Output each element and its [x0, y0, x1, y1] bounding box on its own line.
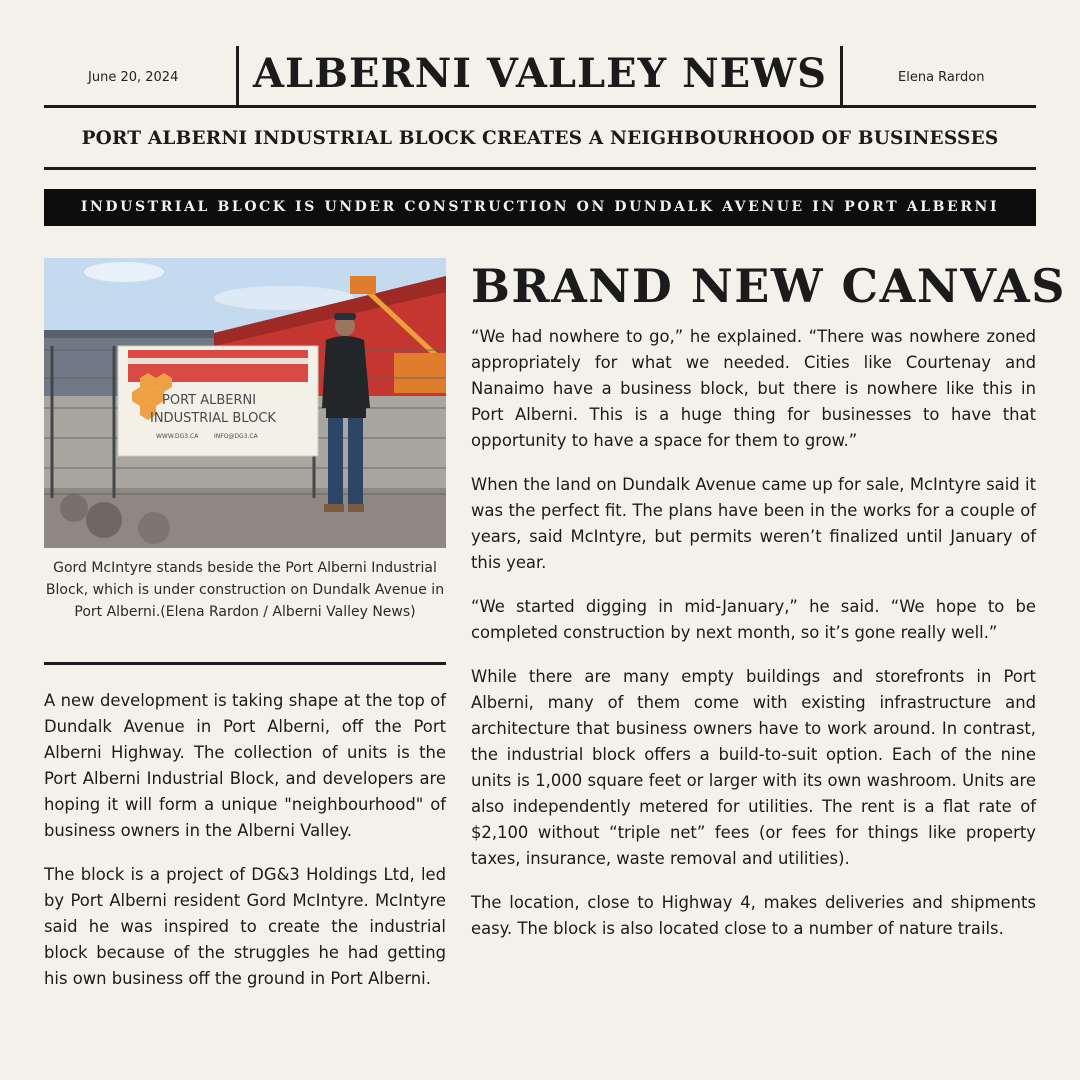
- article-photo: [44, 258, 446, 548]
- subheadline-banner: INDUSTRIAL BLOCK IS UNDER CONSTRUCTION ON DUNDALK AVENUE IN PORT ALBERNI: [44, 189, 1036, 226]
- paragraph: When the land on Dundalk Avenue came up for sale, McIntyre said it was the perfect fit. The plans have been in the works for a couple of years, said McIntyre, but permits weren’t finalized until January of this year.: [471, 475, 1036, 572]
- publication-date: June 20, 2024: [88, 70, 179, 85]
- masthead-divider-left: [236, 46, 239, 106]
- headline-rule: [44, 167, 1036, 170]
- sign-line-1: PORT ALBERNI: [162, 393, 257, 408]
- header-rule: [44, 105, 1036, 108]
- paragraph: The block is a project of DG&3 Holdings Ltd, led by Port Alberni resident Gord McIntyre. McIntyre said he was inspired to create the industrial block because of the struggles he had getting his own business off the ground in Port Alberni.: [44, 865, 446, 988]
- paragraph: “We had nowhere to go,” he explained. “There was nowhere zoned appropriately for what we needed. Cities like Courtenay and Nanaimo have a business block, but there is nowhere like this in Port Alberni. This is a huge thing for businesses to have that opportunity to have a space for them to grow.”: [471, 327, 1036, 450]
- sign-line-2: INDUSTRIAL BLOCK: [150, 411, 276, 426]
- masthead-divider-right: [840, 46, 843, 106]
- paragraph: “We started digging in mid-January,” he said. “We hope to be completed construction by next month, so it’s gone really well.”: [471, 597, 1036, 642]
- paragraph: A new development is taking shape at the top of Dundalk Avenue in Port Alberni, off the Port Alberni Highway. The collection of units is the Port Alberni Industrial Block, and developers are hoping it will form a unique "neighbourhood" of business owners in the Alberni Valley.: [44, 691, 446, 840]
- byline-author: Elena Rardon: [898, 70, 985, 85]
- headline: PORT ALBERNI INDUSTRIAL BLOCK CREATES A NEIGHBOURHOOD OF BUSINESSES: [81, 128, 999, 149]
- paragraph: The location, close to Highway 4, makes deliveries and shipments easy. The block is also located close to a number of nature trails.: [471, 893, 1036, 938]
- paragraph: While there are many empty buildings and storefronts in Port Alberni, many of them come with existing infrastructure and architecture that business owners have to work around. In contrast, the industrial block offers a build-to-suit option. Each of the nine units is 1,000 square feet or larger with its own washroom. Units are also independently metered for utilities. The rent is a flat rate of $2,100 without “triple net” fees (or fees for things like property taxes, insurance, waste removal and utilities).: [471, 667, 1036, 868]
- photo-caption: Gord McIntyre stands beside the Port Alberni Industrial Block, which is under construction on Dundalk Avenue in Port Alberni.(Elena Rardon / Alberni Valley News): [45, 560, 445, 620]
- sign-website: WWW.DG3.CA: [156, 433, 199, 440]
- caption-rule: [44, 662, 446, 665]
- masthead: ALBERNI VALLEY NEWS: [253, 50, 827, 97]
- construction-site-illustration: [44, 258, 446, 548]
- section-title: BRAND NEW CANVAS: [471, 259, 1066, 313]
- sign-email: INFO@DG3.CA: [214, 433, 258, 440]
- left-column: [44, 688, 446, 1010]
- right-column: [471, 324, 1036, 960]
